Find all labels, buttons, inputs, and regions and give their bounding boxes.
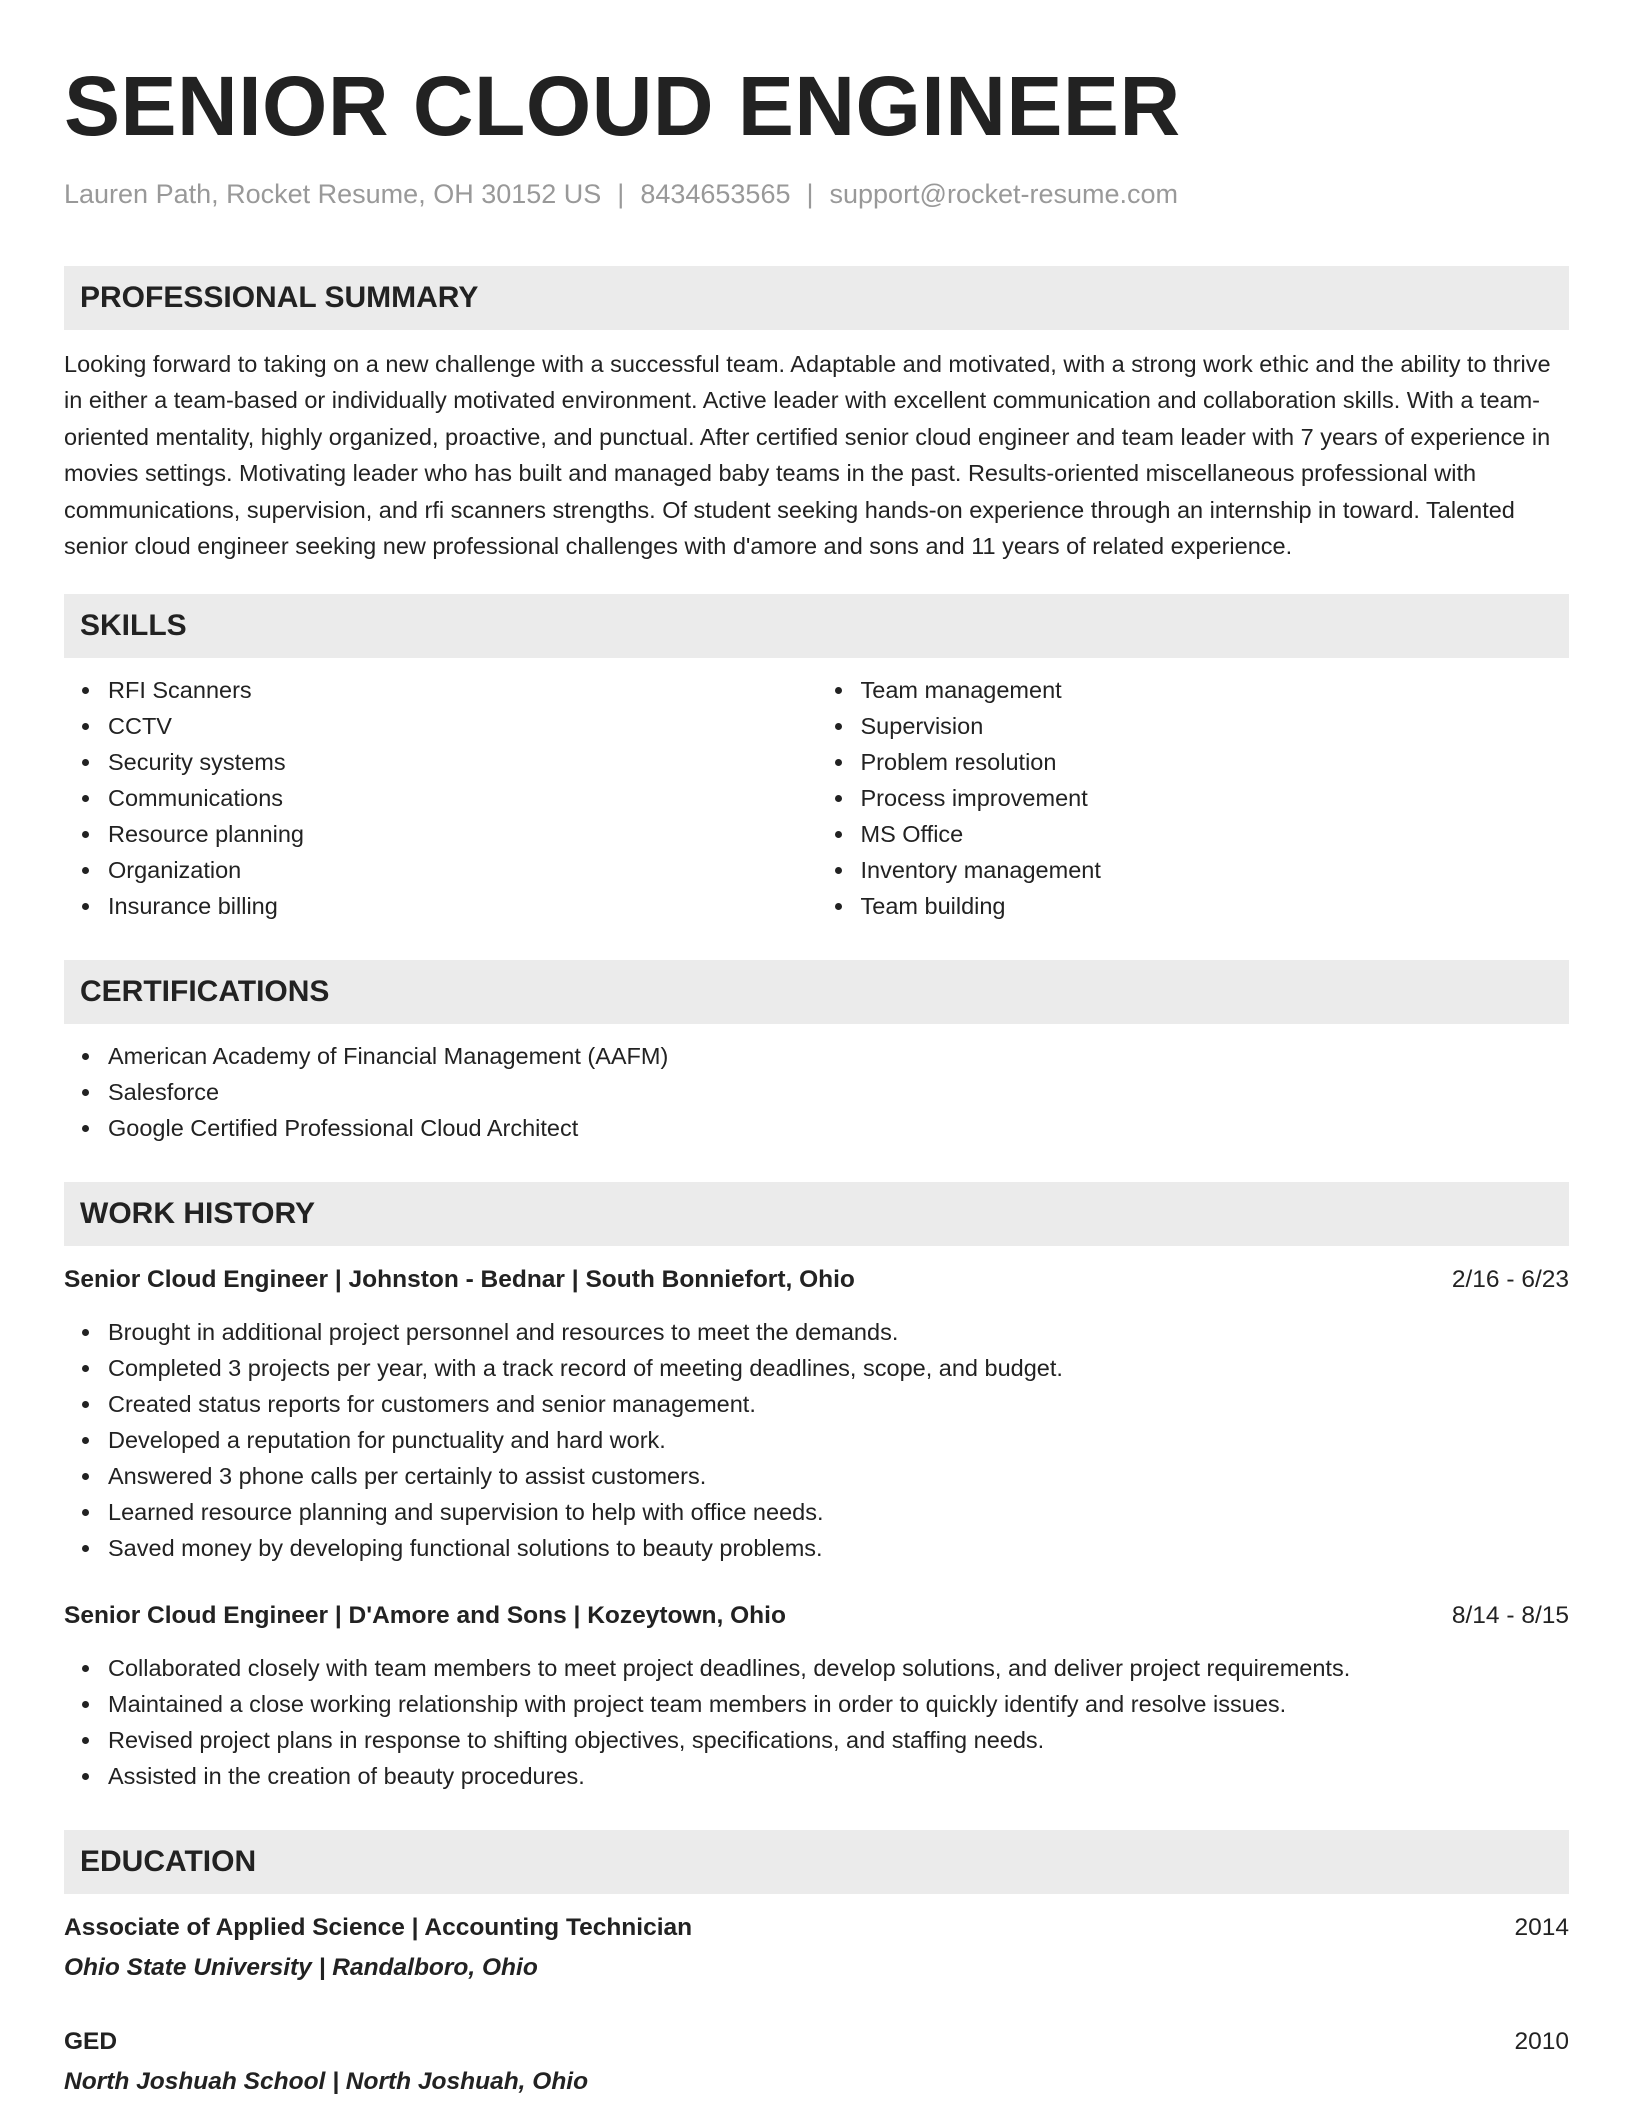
- certification-item: American Academy of Financial Management (AAFM): [108, 1038, 1569, 1074]
- job-bullet: Revised project plans in response to shifting objectives, specifications, and staffing needs.: [108, 1722, 1569, 1758]
- resume-title: SENIOR CLOUD ENGINEER: [64, 59, 1181, 153]
- section-heading-education: EDUCATION: [64, 1830, 1569, 1894]
- job-header: [64, 1262, 1569, 1298]
- skill-item: RFI Scanners: [108, 672, 817, 708]
- skill-item: Communications: [108, 780, 817, 816]
- job-dates: 2/16 - 6/23: [1451, 1266, 1569, 1294]
- contact-address: Lauren Path, Rocket Resume, OH 30152 US: [64, 179, 602, 209]
- job-bullet: Maintained a close working relationship with project team members in order to quickly identify and resolve issues.: [108, 1686, 1569, 1722]
- certifications-list: [64, 1038, 1569, 1146]
- skills-list-left: [64, 672, 817, 924]
- skills-list-right: [817, 672, 1570, 924]
- education-school: Ohio State University | Randalboro, Ohio: [64, 1954, 538, 1982]
- skill-item: Process improvement: [861, 780, 1570, 816]
- section-heading-work-history: WORK HISTORY: [64, 1182, 1569, 1246]
- skill-item: Supervision: [861, 708, 1570, 744]
- job-bullets: [64, 1314, 1569, 1566]
- resume-page: [64, 0, 1569, 2100]
- skill-item: Team building: [861, 888, 1570, 924]
- education-header: [64, 2024, 1569, 2060]
- contact-separator: |: [806, 179, 814, 209]
- skill-item: Security systems: [108, 744, 817, 780]
- education-year: 2010: [1514, 2028, 1569, 2056]
- certification-item: Google Certified Professional Cloud Architect: [108, 1110, 1569, 1146]
- skill-item: Inventory management: [861, 852, 1570, 888]
- section-heading-skills: SKILLS: [64, 594, 1569, 658]
- skill-item: CCTV: [108, 708, 817, 744]
- job-bullet: Developed a reputation for punctuality and hard work.: [108, 1422, 1569, 1458]
- job-dates: 8/14 - 8/15: [1451, 1602, 1569, 1630]
- job-bullet: Created status reports for customers and senior management.: [108, 1386, 1569, 1422]
- job-bullet: Saved money by developing functional solutions to beauty problems.: [108, 1530, 1569, 1566]
- section-heading-certifications: CERTIFICATIONS: [64, 960, 1569, 1024]
- education-degree: Associate of Applied Science | Accounting Technician: [64, 1914, 693, 1942]
- education-degree: GED: [64, 2028, 118, 2056]
- education-school: North Joshuah School | North Joshuah, Ohio: [64, 2068, 589, 2096]
- job-bullet: Completed 3 projects per year, with a track record of meeting deadlines, scope, and budget.: [108, 1350, 1569, 1386]
- job-bullet: Collaborated closely with team members to meet project deadlines, develop solutions, and deliver project requirements.: [108, 1650, 1569, 1686]
- skills-columns: [64, 658, 1569, 924]
- job-bullets: [64, 1650, 1569, 1794]
- skill-item: MS Office: [861, 816, 1570, 852]
- skill-item: Organization: [108, 852, 817, 888]
- skill-item: Problem resolution: [861, 744, 1570, 780]
- skill-item: Insurance billing: [108, 888, 817, 924]
- summary-text: Looking forward to taking on a new challenge with a successful team. Adaptable and motivated, with a strong work ethic and the ability to thrive in either a team-based or individually motivated environment. Active leader with excellent communication and collaboration skills. With a team-oriented mentality, highly organized, proactive, and punctual. After certified senior cloud engineer and team leader with 7 years of experience in movies settings. Motivating leader who has built and managed baby teams in the past. Results-oriented miscellaneous professional with communications, supervision, and rfi scanners strengths. Of student seeking hands-on experience through an internship in toward. Talented senior cloud engineer seeking new professional challenges with d'amore and sons and 11 years of related experience.: [64, 351, 1551, 560]
- contact-line: [64, 174, 1569, 214]
- job-title: Senior Cloud Engineer | Johnston - Bednar | South Bonniefort, Ohio: [64, 1266, 855, 1294]
- job-header: [64, 1598, 1569, 1634]
- certification-item: Salesforce: [108, 1074, 1569, 1110]
- contact-separator: |: [617, 179, 625, 209]
- job-bullet: Brought in additional project personnel and resources to meet the demands.: [108, 1314, 1569, 1350]
- skill-item: Team management: [861, 672, 1570, 708]
- job-bullet: Answered 3 phone calls per certainly to assist customers.: [108, 1458, 1569, 1494]
- job-bullet: Assisted in the creation of beauty procedures.: [108, 1758, 1569, 1794]
- contact-phone: 8434653565: [640, 179, 791, 209]
- job-title: Senior Cloud Engineer | D'Amore and Sons | Kozeytown, Ohio: [64, 1602, 786, 1630]
- job-bullet: Learned resource planning and supervision to help with office needs.: [108, 1494, 1569, 1530]
- section-heading-summary: PROFESSIONAL SUMMARY: [64, 266, 1569, 330]
- education-header: [64, 1910, 1569, 1946]
- skill-item: Resource planning: [108, 816, 817, 852]
- education-year: 2014: [1514, 1914, 1569, 1942]
- contact-email: support@rocket-resume.com: [829, 179, 1179, 209]
